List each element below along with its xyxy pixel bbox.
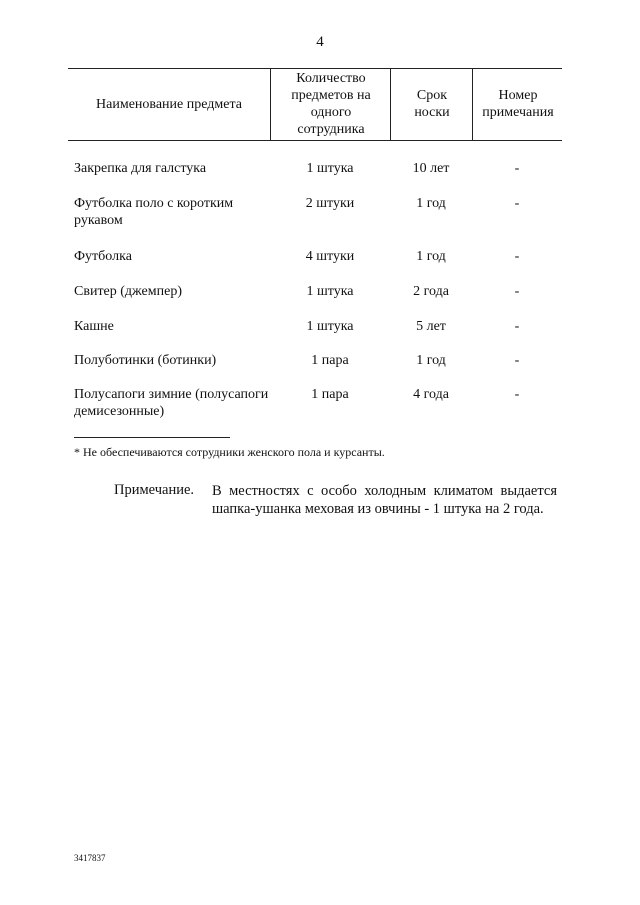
- item-quantity: 1 штука: [306, 319, 354, 334]
- item-name: Футболка поло с коротким рукавом: [74, 196, 234, 228]
- header-note-number: Номер примечания: [482, 88, 554, 120]
- item-note: -: [514, 161, 520, 176]
- item-term: 2 года: [413, 284, 449, 299]
- item-term: 1 год: [416, 353, 446, 368]
- item-quantity: 1 пара: [311, 387, 349, 402]
- header-divider: [270, 68, 271, 140]
- item-quantity: 1 пара: [311, 353, 349, 368]
- footnote-rule: [74, 437, 230, 438]
- item-term: 4 года: [413, 387, 449, 402]
- item-note: -: [514, 353, 520, 368]
- footnote: * Не обеспечиваются сотрудники женского пола и курсанты.: [74, 445, 385, 459]
- item-note: -: [514, 319, 520, 334]
- item-term: 1 год: [416, 196, 446, 211]
- item-name: Свитер (джемпер): [74, 284, 182, 299]
- header-quantity: Количество предметов на одного сотрудника: [291, 71, 371, 137]
- item-name: Футболка: [74, 249, 132, 264]
- note-text: В местностях с особо холодным климатом выдается шапка-ушанка меховая из овчины - 1 штука на 2 года.: [212, 483, 557, 517]
- table-header-rule: [68, 140, 562, 141]
- header-wear-term: Срок носки: [414, 88, 450, 120]
- item-name: Полусапоги зимние (полусапоги демисезонные): [74, 387, 269, 419]
- item-note: -: [514, 249, 520, 264]
- note-label: Примечание.: [114, 482, 195, 498]
- item-note: -: [514, 284, 520, 299]
- item-quantity: 1 штука: [306, 284, 354, 299]
- item-note: -: [514, 196, 520, 211]
- header-divider: [472, 68, 473, 140]
- page-number: 4: [316, 34, 324, 50]
- document-code: 3417837: [74, 853, 106, 863]
- item-quantity: 2 штуки: [305, 196, 355, 211]
- header-item-name: Наименование предмета: [96, 96, 242, 112]
- item-name: Полуботинки (ботинки): [74, 353, 217, 368]
- header-divider: [390, 68, 391, 140]
- item-name: Закрепка для галстука: [74, 161, 207, 176]
- item-quantity: 1 штука: [306, 161, 354, 176]
- item-term: 1 год: [416, 249, 446, 264]
- item-term: 5 лет: [416, 319, 446, 334]
- item-name: Кашне: [74, 319, 114, 334]
- item-note: -: [514, 387, 520, 402]
- item-term: 10 лет: [412, 161, 450, 176]
- item-quantity: 4 штуки: [305, 249, 355, 264]
